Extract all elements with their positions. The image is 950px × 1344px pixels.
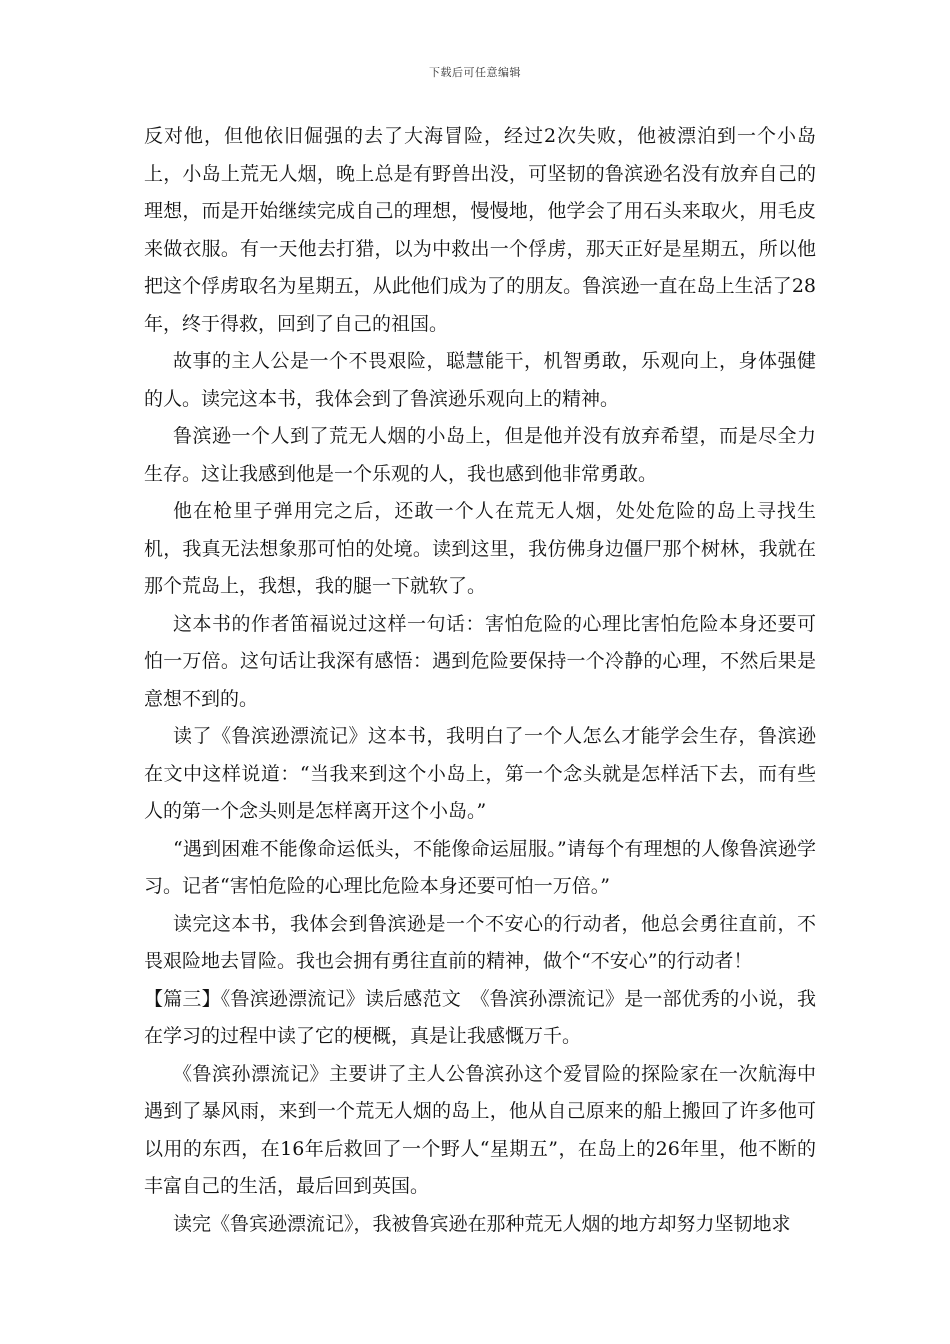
paragraph-1: 反对他，但他依旧倔强的去了大海冒险，经过2次失败，他被漂泊到一个小岛上，小岛上荒无人烟，晚上总是有野兽出没，可坚韧的鲁滨逊名没有放弃自己的理想，而是开始继续完成自己的理想，慢慢地，他学会了用石头来取火，用毛皮来做衣服。有一天他去打猎，以为中救出一个俘虏，那天正好是星期五，所以他把这个俘虏取名为星期五，从此他们成为了的朋友。鲁滨逊一直在岛上生活了28年，终于得救，回到了自己的祖国。 (144, 125, 816, 335)
paragraph-2: 故事的主人公是一个不畏艰险，聪慧能干，机智勇敢，乐观向上，身体强健的人。读完这本书，我体会到了鲁滨逊乐观向上的精神。 (144, 350, 816, 410)
paragraph-7: “遇到困难不能像命运低头，不能像命运屈服。”请每个有理想的人像鲁滨逊学习。记者“害怕危险的心理比危险本身还要可怕一万倍。” (144, 837, 816, 897)
page-header: 下载后可任意编辑 (429, 66, 521, 79)
paragraph-8: 读完这本书，我体会到鲁滨逊是一个不安心的行动者，他总会勇往直前，不畏艰险地去冒险。我也会拥有勇往直前的精神，做个“不安心”的行动者！ (144, 912, 816, 972)
document-body (144, 118, 816, 1243)
section-heading-paragraph: 【篇三】《鲁滨逊漂流记》读后感范文 《鲁滨孙漂流记》是一部优秀的小说，我在学习的过程中读了它的梗概，真是让我感慨万千。 (144, 987, 816, 1047)
paragraph-4: 他在枪里子弹用完之后，还敢一个人在荒无人烟，处处危险的岛上寻找生机，我真无法想象那可怕的处境。读到这里，我仿佛身边僵尸那个树林，我就在那个荒岛上，我想，我的腿一下就软了。 (144, 500, 816, 597)
paragraph-3: 鲁滨逊一个人到了荒无人烟的小岛上，但是他并没有放弃希望，而是尽全力生存。这让我感到他是一个乐观的人，我也感到他非常勇敢。 (144, 425, 816, 485)
paragraph-5: 这本书的作者笛福说过这样一句话：害怕危险的心理比害怕危险本身还要可怕一万倍。这句话让我深有感悟：遇到危险要保持一个冷静的心理，不然后果是意想不到的。 (144, 612, 816, 710)
paragraph-11: 读完《鲁宾逊漂流记》，我被鲁宾逊在那种荒无人烟的地方却努力坚韧地求 (173, 1212, 791, 1235)
paragraph-10: 《鲁滨孙漂流记》主要讲了主人公鲁滨孙这个爱冒险的探险家在一次航海中遇到了暴风雨，来到一个荒无人烟的岛上，他从自己原来的船上搬回了许多他可以用的东西，在16年后救回了一个野人“星期五”，在岛上的26年里，他不断的丰富自己的生活，最后回到英国。 (144, 1062, 816, 1197)
paragraph-6: 读了《鲁滨逊漂流记》这本书，我明白了一个人怎么才能学会生存，鲁滨逊在文中这样说道：“当我来到这个小岛上，第一个念头就是怎样活下去，而有些人的第一个念头则是怎样离开这个小岛。” (144, 725, 816, 822)
